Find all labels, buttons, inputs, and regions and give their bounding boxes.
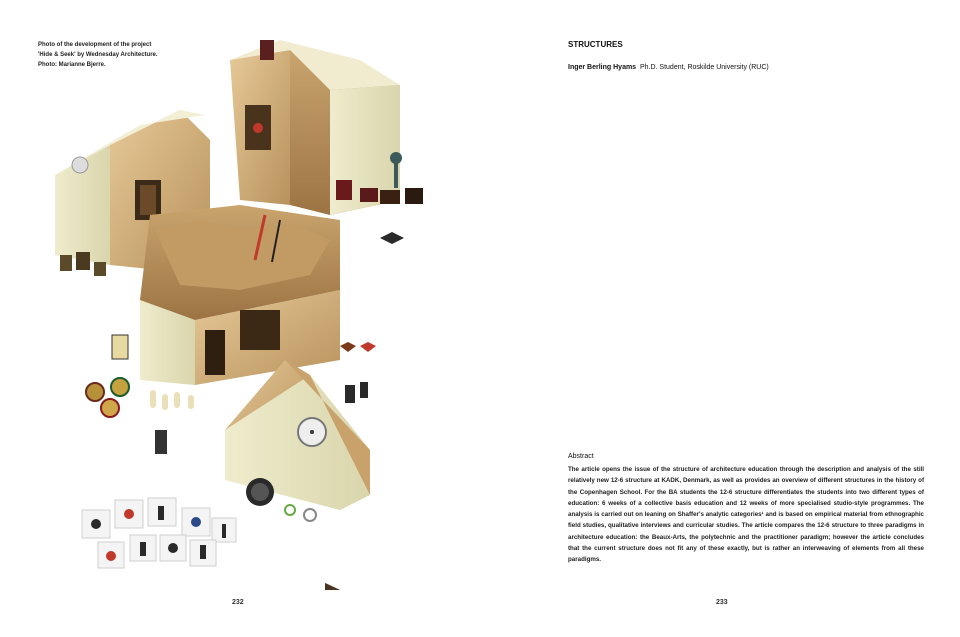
author-name: Inger Berling Hyams — [568, 64, 637, 71]
abstract-heading: Abstract — [568, 453, 594, 460]
page-number-left: 232 — [232, 599, 244, 606]
right-page — [480, 0, 960, 637]
caption-line: 'Hide & Seek' by Wednesday Architecture. — [38, 52, 158, 58]
model-block-center — [140, 205, 340, 385]
photo-caption — [38, 40, 188, 70]
caption-line: Photo: Marianne Bjerre. — [38, 62, 106, 68]
caption-line: Photo of the development of the project — [38, 42, 152, 48]
author-affiliation: Ph.D. Student, Roskilde University (RUC) — [639, 64, 769, 71]
abstract-text: The article opens the issue of the structure of architecture education through the description and analysis of the still relatively new 12-6 structure at KADK, Denmark, as well as provides an overview of different structures in the history of the Copenhagen School. For the BA students the 12-6 structure differentiates the students into two different types of education: 6 weeks of a collective basis education and 12 weeks of more specialised studio-style programmes. The analysis is carried out on leaning on Shaffer's analytic categories¹ and is based on empirical material from ethnographic field studies, qualitative interviews and curricular studies. The article compares the 12-6 structure to three paradigms in architecture education: the Beaux-Arts, the polytechnic and the practitioner paradigm; however the article concludes that the current structure does not fit any of these exactly, but is rather an interweaving of elements from all these paradigms. — [568, 466, 924, 564]
architecture-model-photo — [40, 30, 440, 590]
article-section-title: STRUCTURES — [568, 40, 623, 49]
page-number-right: 233 — [716, 599, 728, 606]
author-line — [568, 64, 769, 71]
